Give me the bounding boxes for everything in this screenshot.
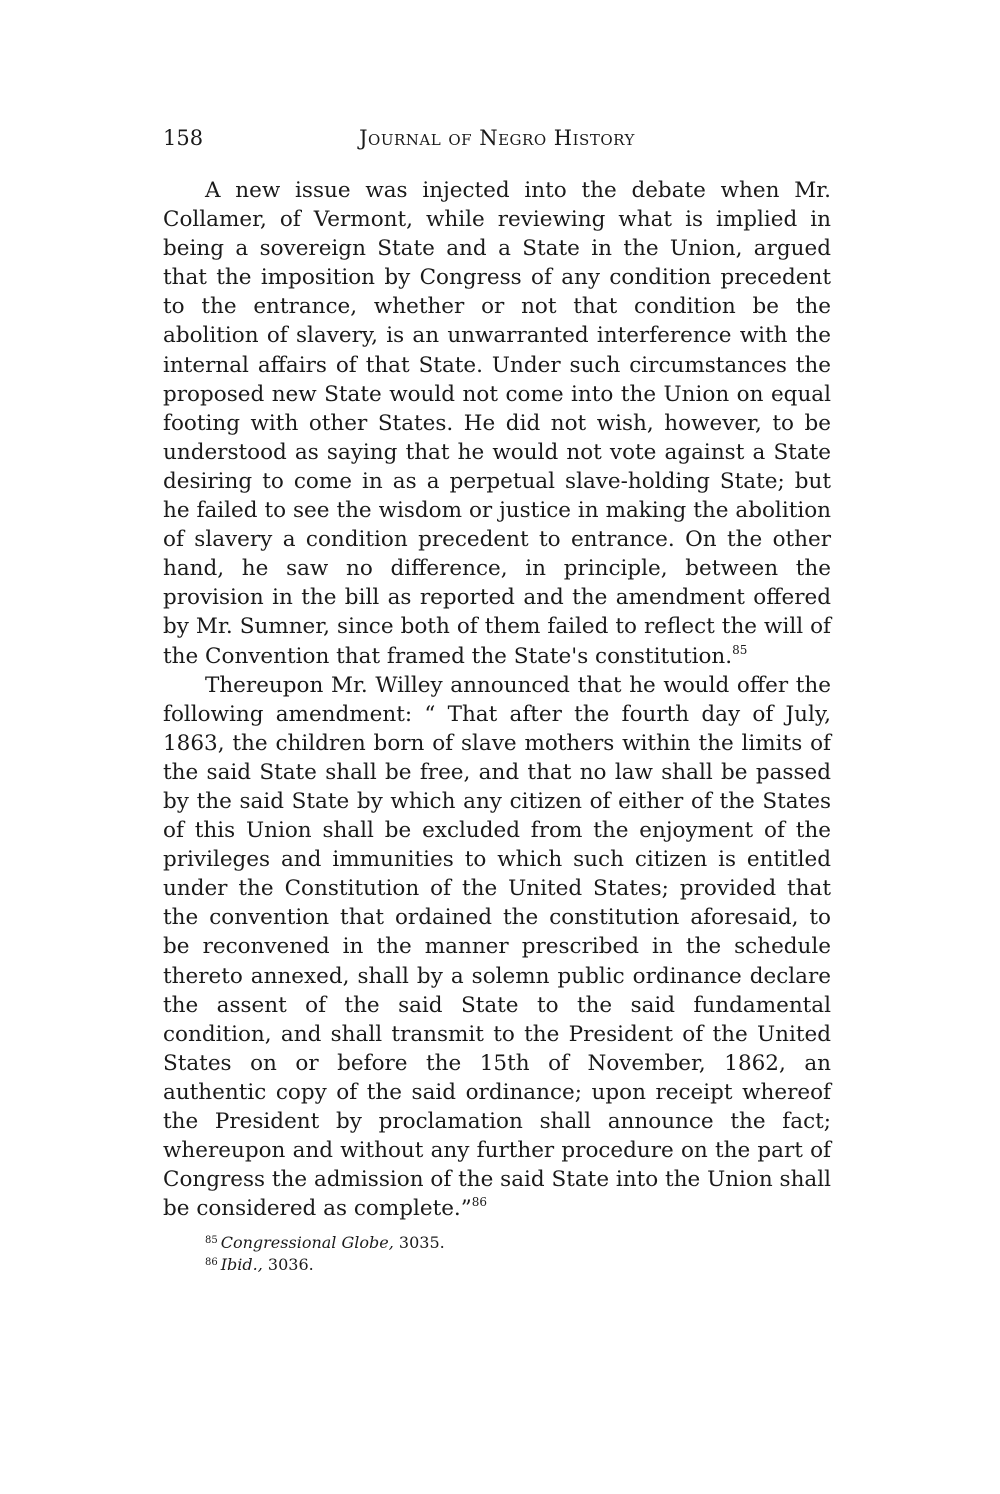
footnote-number: 85 bbox=[205, 1235, 218, 1246]
footnote-reference: 86 bbox=[471, 1195, 488, 1210]
footnote-source-title: Congressional Globe, bbox=[220, 1233, 394, 1252]
paragraph bbox=[163, 671, 831, 1224]
footnote-number: 86 bbox=[205, 1257, 218, 1268]
body-text bbox=[163, 176, 831, 1223]
footnotes bbox=[205, 1232, 805, 1276]
footnote-page: 3035. bbox=[393, 1233, 445, 1252]
page-header bbox=[163, 126, 831, 162]
footnote-page: 3036. bbox=[262, 1255, 314, 1274]
paragraph bbox=[163, 176, 831, 671]
paragraph-text: A new issue was injected into the debate when Mr. Collamer, of Vermont, while reviewing what is implied in being a sovereign State and a State in the Union, argued that the imposition by Congress of any condition precedent to the entrance, whether or not that condition be the abolition of slavery, is an unwarranted interference with the internal affairs of that State. Under such circumstances the proposed new State would not come into the Union on equal footing with other States. He did not wish, however, to be understood as saying that he would not vote against a State desiring to come in as a perpetual slave-holding State; but he failed to see the wisdom or justice in making the abolition of slavery a condition precedent to entrance. On the other hand, he saw no difference, in principle, between the provision in the bill as reported and the amendment offered by Mr. Sumner, since both of them failed to reflect the will of the Convention that framed the State's constitution. bbox=[163, 178, 831, 669]
running-head: Journal of Negro History bbox=[359, 126, 635, 150]
footnote-source-title: Ibid., bbox=[220, 1255, 263, 1274]
footnote bbox=[205, 1232, 805, 1254]
footnote-reference: 85 bbox=[732, 642, 748, 657]
footnote bbox=[205, 1254, 805, 1276]
paragraph-text: Thereupon Mr. Willey announced that he would offer the following amendment: “ That after the fourth day of July, 1863, the children born of slave mothers within the limits of the said State shall be free, and that no law shall be passed by the said State by which any citizen of either of the States of this Union shall be excluded from the enjoyment of the privileges and immunities to which such citizen is entitled under the Constitution of the United States; provided that the convention that ordained the constitution aforesaid, to be reconvened in the manner prescribed in the schedule thereto annexed, shall by a solemn public ordinance declare the assent of the said State to the said fundamental condition, and shall transmit to the President of the United States on or before the 15th of November, 1862, an authentic copy of the said ordinance; upon receipt whereof the President by proclamation shall announce the fact; whereupon and without any further procedure on the part of Congress the admission of the said State into the Union shall be considered as complete.” bbox=[163, 672, 831, 1222]
page-number: 158 bbox=[163, 126, 204, 150]
